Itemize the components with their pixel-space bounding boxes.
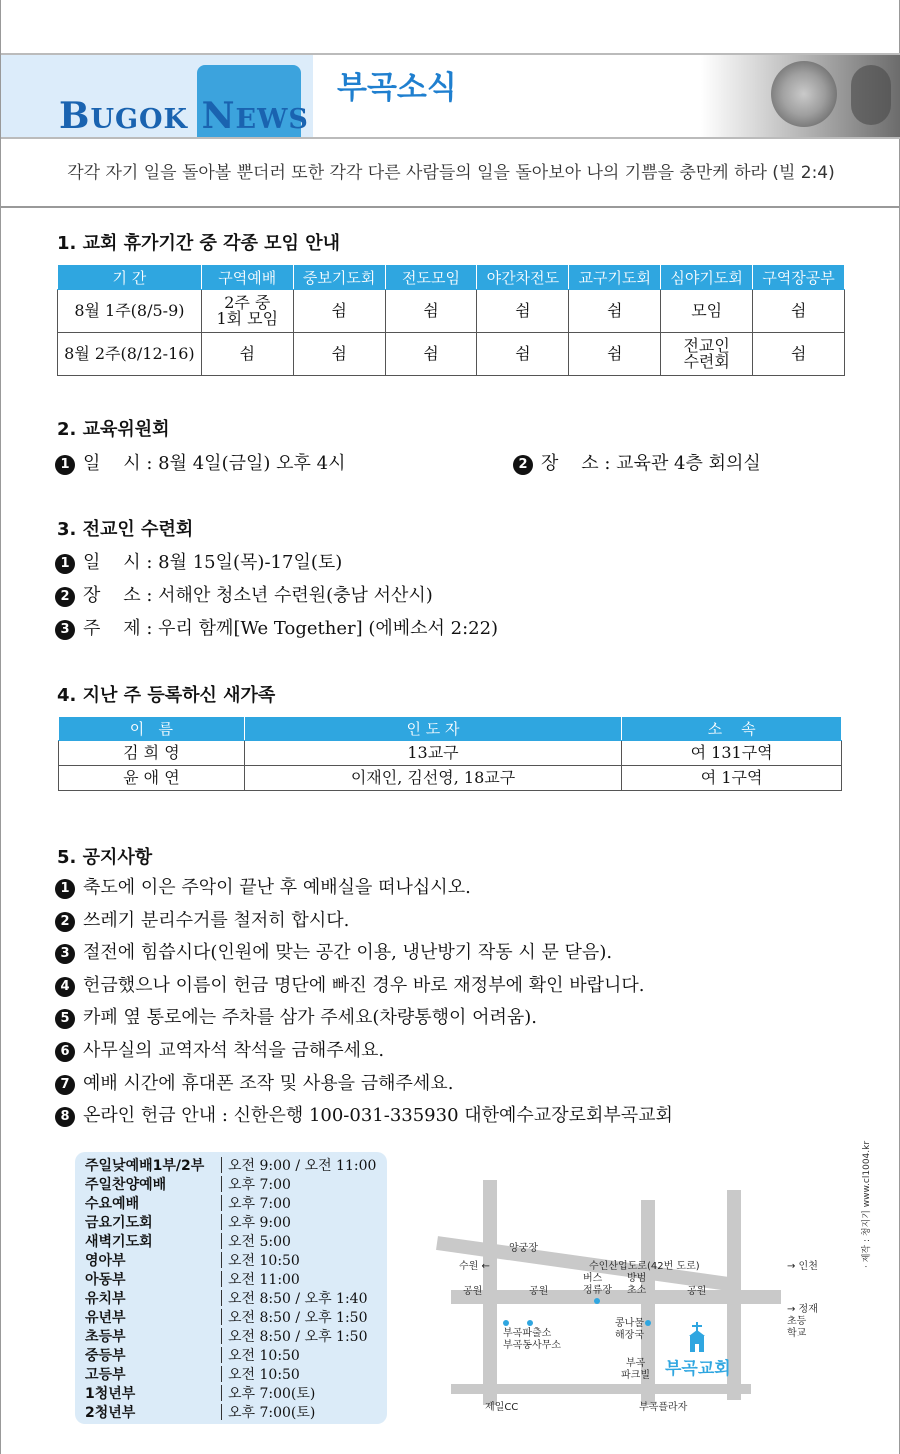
schedule-time: 오전 10:50	[228, 1253, 300, 1269]
table-header-cell: 심야기도회	[661, 265, 753, 290]
map-label: 부곡 파크빌	[621, 1358, 650, 1381]
schedule-time: 오전 11:00	[228, 1272, 300, 1288]
divider	[221, 1290, 222, 1306]
s3-item: 3 주 제 : 우리 함께[We Together] (에베소서 2:22)	[55, 614, 498, 640]
notice-text: 사무실의 교역자석 착석을 금해주세요.	[83, 1040, 385, 1061]
table-cell: 쉼	[385, 333, 477, 376]
map-label: 방범 초소	[627, 1273, 647, 1296]
section-3-title: 3. 전교인 수련회	[57, 519, 194, 540]
church-icon	[685, 1322, 709, 1354]
table-cell: 쉼	[293, 290, 385, 333]
schedule-name: 주일낮예배1부/2부	[85, 1158, 205, 1174]
table-header-cell: 구역예배	[201, 265, 293, 290]
table-cell: 13교구	[244, 741, 621, 766]
map-label: 버스 정류장	[583, 1273, 612, 1296]
table-cell: 여 1구역	[622, 766, 842, 791]
notice-text: 헌금했으나 이름이 헌금 명단에 빠진 경우 바로 재정부에 확인 바랍니다.	[83, 974, 645, 996]
map-label: → 인천	[787, 1261, 818, 1272]
schedule-row	[85, 1250, 300, 1269]
schedule-row	[85, 1269, 300, 1288]
schedule-time: 오전 5:00	[228, 1234, 291, 1250]
schedule-row	[85, 1231, 291, 1250]
number-badge: 8	[55, 1107, 75, 1127]
section-1-title: 1. 교회 휴가기간 중 각종 모임 안내	[57, 233, 341, 254]
schedule-row	[85, 1383, 315, 1402]
map-marker	[527, 1320, 533, 1326]
schedule-name: 수요예배	[85, 1196, 140, 1212]
table-cell: 쉼	[569, 333, 661, 376]
s3-item: 2 장 소 : 서해안 청소년 수련원(충남 서산시)	[55, 581, 433, 607]
divider	[221, 1195, 222, 1211]
church-label: 부곡교회	[665, 1359, 731, 1379]
notice-text: 온라인 헌금 안내 : 신한은행 100-031-335930 대한예수교장로회부곡교회	[83, 1105, 673, 1127]
number-badge: 1	[55, 554, 75, 574]
schedule-time: 오전 8:50 / 오후 1:50	[228, 1329, 368, 1345]
rock-image	[851, 65, 891, 125]
schedule-row	[85, 1193, 291, 1212]
schedule-time: 오전 8:50 / 오후 1:50	[228, 1310, 368, 1326]
new-family-table	[58, 716, 842, 791]
s2-item-place: 2 장 소 : 교육관 4층 회의실	[513, 449, 761, 475]
number-badge: 1	[55, 879, 75, 899]
notice-item	[55, 1069, 453, 1095]
schedule-time: 오후 9:00	[228, 1215, 291, 1231]
header-photo	[701, 55, 900, 137]
table-row	[58, 290, 845, 333]
schedule-time: 오전 9:00 / 오전 11:00	[228, 1158, 377, 1174]
table-cell: 김 희 영	[59, 741, 245, 766]
notice-item	[55, 971, 644, 997]
divider	[221, 1328, 222, 1344]
table-row	[59, 741, 842, 766]
number-badge: 3	[55, 944, 75, 964]
table-header-cell: 중보기도회	[293, 265, 385, 290]
table-cell: 쉼	[201, 333, 293, 376]
schedule-name: 주일찬양예배	[85, 1177, 167, 1193]
map-label: 공원	[463, 1286, 483, 1297]
schedule-name: 고등부	[85, 1367, 126, 1383]
header-bottom-rule	[1, 137, 900, 139]
worship-schedule-box	[75, 1152, 387, 1424]
schedule-name: 중등부	[85, 1348, 126, 1364]
divider	[221, 1176, 222, 1192]
map-credit: · 제작 : 청지기 www.cl1004.kr	[862, 1140, 872, 1268]
divider	[221, 1233, 222, 1249]
notice-text: 쓰레기 분리수거를 철저히 합시다.	[83, 909, 350, 931]
number-badge: 5	[55, 1009, 75, 1029]
table-cell: 쉼	[293, 333, 385, 376]
table-header-cell: 야간차전도	[477, 265, 569, 290]
table-cell: 이재인, 김선영, 18교구	[244, 766, 621, 791]
table-cell: 8월 1주(8/5-9)	[58, 290, 202, 333]
notice-item	[55, 1003, 537, 1029]
number-badge: 2	[513, 455, 533, 475]
schedule-row	[85, 1307, 368, 1326]
table-header-cell: 전도모임	[385, 265, 477, 290]
map-road	[483, 1180, 497, 1405]
number-badge: 2	[55, 587, 75, 607]
table-header-cell: 이 름	[59, 717, 245, 741]
table-header-cell: 구역장공부	[753, 265, 845, 290]
map-marker	[503, 1320, 509, 1326]
table-cell: 쉼	[477, 333, 569, 376]
table-cell: 쉼	[385, 290, 477, 333]
table-cell: 여 131구역	[622, 741, 842, 766]
header-banner	[1, 55, 900, 137]
number-badge: 2	[55, 912, 75, 932]
table-header-cell: 소 속	[622, 717, 842, 741]
section-4-title: 4. 지난 주 등록하신 새가족	[57, 685, 276, 706]
notice-text: 카페 옆 통로에는 주차를 삼가 주세요(차량통행이 어려움).	[83, 1007, 538, 1029]
s2-item-date: 1 일 시 : 8월 4일(금일) 오후 4시	[55, 449, 345, 475]
divider	[221, 1404, 222, 1420]
number-badge: 1	[55, 455, 75, 475]
schedule-time: 오후 7:00(토)	[228, 1386, 316, 1402]
table-cell: 쉼	[753, 290, 845, 333]
divider	[221, 1271, 222, 1287]
divider	[221, 1366, 222, 1382]
schedule-time: 오전 10:50	[228, 1348, 300, 1364]
number-badge: 6	[55, 1042, 75, 1062]
table-cell: 전교인 수련회	[661, 333, 753, 376]
divider	[221, 1347, 222, 1363]
schedule-row	[85, 1155, 376, 1174]
notice-text: 절전에 힘씁시다(인원에 맞는 공간 이용, 냉난방기 작동 시 문 닫음).	[83, 942, 613, 964]
schedule-time: 오후 7:00(토)	[228, 1405, 316, 1421]
map-label: → 정재 초등 학교	[787, 1304, 818, 1339]
church-location-map	[431, 1170, 871, 1420]
notice-item	[55, 873, 471, 899]
schedule-name: 금요기도회	[85, 1215, 153, 1231]
map-road	[451, 1384, 751, 1394]
table-cell: 8월 2주(8/12-16)	[58, 333, 202, 376]
divider	[221, 1385, 222, 1401]
section-2-title: 2. 교육위원회	[57, 419, 170, 440]
table-header-cell: 교구기도회	[569, 265, 661, 290]
table-row	[59, 766, 842, 791]
map-label: 부곡파출소 부곡동사무소	[503, 1328, 561, 1351]
schedule-name: 유치부	[85, 1291, 126, 1307]
schedule-row	[85, 1326, 368, 1345]
map-label: 수인산업도로(42번 도로)	[589, 1261, 700, 1272]
schedule-name: 영아부	[85, 1253, 126, 1269]
schedule-row	[85, 1288, 368, 1307]
map-label: 공원	[687, 1286, 707, 1297]
vacation-meetings-table	[57, 264, 845, 376]
notice-item	[55, 1036, 384, 1062]
schedule-time: 오후 7:00	[228, 1196, 291, 1212]
schedule-name: 유년부	[85, 1310, 126, 1326]
s3-item: 1 일 시 : 8월 15일(목)-17일(토)	[55, 548, 342, 574]
schedule-time: 오전 8:50 / 오후 1:40	[228, 1291, 368, 1307]
schedule-row	[85, 1212, 291, 1231]
schedule-row	[85, 1364, 300, 1383]
table-cell: 쉼	[569, 290, 661, 333]
divider	[221, 1309, 222, 1325]
header-title: 부곡소식	[337, 70, 457, 106]
schedule-time: 오후 7:00	[228, 1177, 291, 1193]
table-row	[58, 333, 845, 376]
table-cell: 윤 애 연	[59, 766, 245, 791]
map-label: 공원	[529, 1286, 549, 1297]
divider	[221, 1157, 222, 1173]
map-label: 앙궁장	[509, 1243, 538, 1254]
schedule-name: 1청년부	[85, 1386, 136, 1402]
table-header-cell: 인 도 자	[244, 717, 621, 741]
schedule-name: 2청년부	[85, 1405, 136, 1421]
divider	[221, 1252, 222, 1268]
schedule-name: 초등부	[85, 1329, 126, 1345]
table-cell: 쉼	[753, 333, 845, 376]
table-cell: 2주 중 1회 모임	[201, 290, 293, 333]
number-badge: 7	[55, 1075, 75, 1095]
number-badge: 4	[55, 977, 75, 997]
scripture-verse: 각각 자기 일을 돌아볼 뿐더러 또한 각각 다른 사람들의 일을 돌아보아 나의 기쁨을 충만케 하라 (빌 2:4)	[67, 163, 835, 183]
table-header-cell: 기 간	[58, 265, 202, 290]
tree-ring-image	[771, 61, 837, 127]
map-label: 수원 ←	[459, 1261, 490, 1272]
schedule-name: 아동부	[85, 1272, 126, 1288]
notice-item	[55, 906, 349, 932]
verse-rule	[1, 206, 900, 208]
schedule-time: 오전 10:50	[228, 1367, 300, 1383]
schedule-row	[85, 1174, 291, 1193]
map-label: 부곡플라자	[639, 1402, 688, 1413]
table-cell: 쉼	[477, 290, 569, 333]
notice-text: 예배 시간에 휴대폰 조작 및 사용을 금해주세요.	[83, 1072, 454, 1094]
divider	[221, 1214, 222, 1230]
section-5-title: 5. 공지사항	[57, 847, 153, 868]
schedule-row	[85, 1402, 315, 1421]
notice-item	[55, 1101, 673, 1127]
table-cell: 모임	[661, 290, 753, 333]
bugok-news-logo: BUGOK NEWS	[59, 95, 309, 137]
map-label: 콩나물 해장국	[615, 1318, 644, 1341]
schedule-row	[85, 1345, 300, 1364]
notice-text: 축도에 이은 주악이 끝난 후 예배실을 떠나십시오.	[83, 877, 471, 898]
map-label: 제일CC	[485, 1402, 519, 1413]
bus-stop-marker	[594, 1298, 600, 1304]
number-badge: 3	[55, 620, 75, 640]
notice-item	[55, 938, 612, 964]
map-marker	[645, 1320, 651, 1326]
schedule-name: 새벽기도회	[85, 1234, 153, 1250]
